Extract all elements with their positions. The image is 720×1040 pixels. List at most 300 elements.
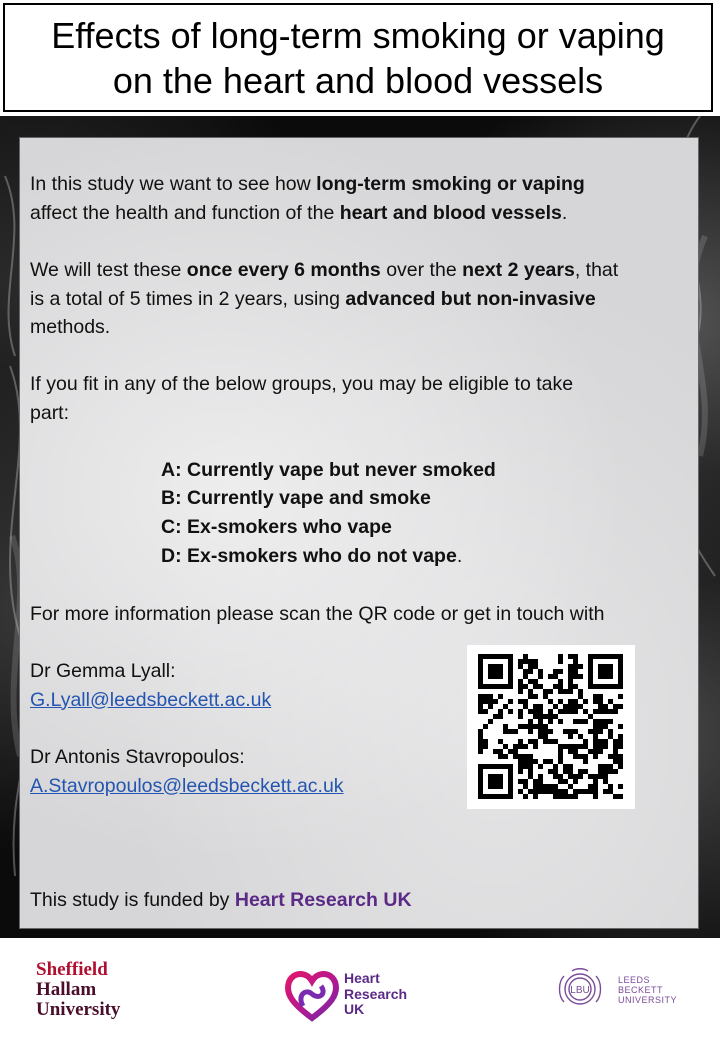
qr-module: [603, 704, 608, 709]
qr-module: [553, 769, 558, 774]
qr-module: [553, 674, 558, 679]
qr-module: [558, 709, 563, 714]
qr-module: [518, 754, 523, 759]
qr-module: [583, 759, 588, 764]
qr-module: [573, 744, 578, 749]
qr-module: [568, 749, 573, 754]
qr-module: [478, 739, 483, 744]
qr-module: [618, 759, 623, 764]
qr-module: [528, 769, 533, 774]
qr-module: [598, 729, 603, 734]
qr-module: [568, 744, 573, 749]
qr-module: [588, 714, 593, 719]
contact-2: [30, 743, 344, 800]
qr-module: [533, 739, 538, 744]
group-item-c: C: Ex-smokers who vape: [161, 516, 392, 538]
qr-module: [518, 769, 523, 774]
qr-module: [553, 794, 558, 799]
qr-module: [498, 709, 503, 714]
qr-module: [593, 789, 598, 794]
qr-module: [558, 779, 563, 784]
qr-module: [563, 689, 568, 694]
qr-module: [613, 739, 618, 744]
qr-module: [608, 764, 613, 769]
qr-module: [573, 794, 578, 799]
qr-module: [483, 694, 488, 699]
qr-module: [523, 764, 528, 769]
qr-module: [523, 744, 528, 749]
qr-module: [608, 734, 613, 739]
qr-module: [563, 709, 568, 714]
qr-module: [533, 794, 538, 799]
qr-module: [573, 719, 578, 724]
qr-module: [518, 709, 523, 714]
hruk-logo-line-1: Heart: [344, 970, 380, 986]
qr-module: [608, 754, 613, 759]
qr-module: [583, 769, 588, 774]
lbu-logo-line-1: LEEDS: [618, 975, 651, 985]
qr-module: [578, 789, 583, 794]
qr-module: [598, 709, 603, 714]
qr-module: [598, 764, 603, 769]
intro-bold-1: long-term smoking or vaping: [316, 173, 585, 195]
qr-module: [553, 704, 558, 709]
qr-module: [603, 724, 608, 729]
qr-module: [558, 794, 563, 799]
more-info-text: For more information please scan the QR code or get in touch with: [30, 603, 605, 625]
qr-module: [593, 749, 598, 754]
qr-module: [543, 739, 548, 744]
qr-module: [568, 774, 573, 779]
qr-module: [548, 674, 553, 679]
qr-module: [598, 774, 603, 779]
qr-module: [523, 754, 528, 759]
qr-module: [603, 764, 608, 769]
qr-module: [618, 724, 623, 729]
qr-module: [538, 674, 543, 679]
qr-module: [498, 694, 503, 699]
qr-module: [528, 739, 533, 744]
qr-module: [568, 769, 573, 774]
qr-module: [503, 754, 508, 759]
footer-logos: [0, 938, 720, 1040]
qr-module: [568, 679, 573, 684]
qr-module: [593, 709, 598, 714]
contact-1-email-link[interactable]: G.Lyall@leedsbeckett.ac.uk: [30, 688, 272, 711]
qr-module: [608, 769, 613, 774]
qr-module: [488, 719, 493, 724]
qr-module: [538, 714, 543, 719]
qr-module: [573, 654, 578, 659]
qr-module: [568, 764, 573, 769]
qr-module: [558, 679, 563, 684]
qr-module: [558, 669, 563, 674]
qr-module: [578, 719, 583, 724]
hruk-logo-line-2: Research: [344, 985, 408, 1002]
qr-module: [558, 659, 563, 664]
qr-module: [568, 784, 573, 789]
qr-module: [518, 779, 523, 784]
intro-bold-2: heart and blood vessels: [339, 201, 562, 224]
qr-finder-pattern: [488, 774, 503, 789]
qr-module: [523, 674, 528, 679]
qr-module: [488, 694, 493, 699]
qr-module: [533, 704, 538, 709]
qr-module: [478, 694, 483, 699]
lbu-badge-text: LBU: [570, 985, 590, 996]
qr-module: [518, 699, 523, 704]
contact-2-name: Dr Antonis Stavropoulos:: [30, 746, 245, 768]
leeds-beckett-logo-text: [618, 975, 677, 1005]
qr-module: [518, 789, 523, 794]
qr-module: [563, 769, 568, 774]
testing-paragraph: [30, 256, 618, 342]
qr-module: [603, 739, 608, 744]
qr-module: [528, 679, 533, 684]
qr-module: [528, 789, 533, 794]
title-line-2: on the heart and blood vessels: [112, 59, 604, 101]
qr-module: [538, 704, 543, 709]
qr-module: [513, 754, 518, 759]
qr-module: [583, 754, 588, 759]
qr-module: [548, 689, 553, 694]
qr-module: [498, 749, 503, 754]
qr-module: [523, 784, 528, 789]
intro-text-2: affect the health and function of the: [30, 201, 340, 224]
qr-module: [498, 739, 503, 744]
qr-module: [518, 759, 523, 764]
qr-module: [563, 764, 568, 769]
qr-module: [538, 684, 543, 689]
intro-paragraph: [30, 170, 585, 227]
qr-module: [603, 744, 608, 749]
qr-module: [568, 669, 573, 674]
qr-module: [583, 789, 588, 794]
qr-module: [513, 749, 518, 754]
qr-module: [568, 689, 573, 694]
qr-module: [558, 684, 563, 689]
qr-module: [583, 719, 588, 724]
qr-module: [528, 759, 533, 764]
title-line-1: Effects of long-term smoking or vaping: [51, 14, 665, 56]
qr-module: [608, 789, 613, 794]
qr-module: [518, 744, 523, 749]
qr-module: [538, 709, 543, 714]
qr-module: [603, 719, 608, 724]
qr-module: [573, 669, 578, 674]
qr-module: [578, 734, 583, 739]
qr-module: [573, 789, 578, 794]
qr-module: [523, 759, 528, 764]
contact-1: [30, 657, 271, 714]
group-item-a: A: Currently vape but never smoked: [161, 459, 496, 481]
qr-module: [533, 784, 538, 789]
funding-pre: This study is funded by: [30, 889, 235, 911]
qr-module: [543, 789, 548, 794]
qr-module: [563, 744, 568, 749]
qr-module: [518, 664, 523, 669]
testing-text-4: is a total of 5 times in 2 years, using: [30, 287, 346, 310]
qr-module: [518, 689, 523, 694]
qr-module: [528, 709, 533, 714]
qr-module: [508, 699, 513, 704]
qr-module: [528, 659, 533, 664]
qr-module: [553, 764, 558, 769]
qr-module: [608, 729, 613, 734]
qr-module: [608, 719, 613, 724]
qr-module: [543, 694, 548, 699]
qr-module: [558, 789, 563, 794]
qr-module: [518, 739, 523, 744]
qr-module: [553, 739, 558, 744]
qr-module: [578, 689, 583, 694]
contact-1-name: Dr Gemma Lyall:: [30, 660, 176, 682]
qr-module: [568, 699, 573, 704]
qr-module: [518, 764, 523, 769]
qr-module: [543, 734, 548, 739]
qr-module: [508, 729, 513, 734]
qr-module: [518, 679, 523, 684]
qr-module: [543, 784, 548, 789]
qr-module: [573, 664, 578, 669]
qr-module: [603, 774, 608, 779]
testing-text-1: We will test these: [30, 259, 187, 281]
qr-module: [523, 794, 528, 799]
qr-module: [598, 694, 603, 699]
qr-module: [478, 744, 483, 749]
heart-research-uk-heart-icon: [283, 966, 341, 1024]
qr-module: [568, 734, 573, 739]
qr-module: [478, 704, 483, 709]
group-item-d-end: .: [456, 545, 463, 567]
qr-code[interactable]: [467, 645, 635, 809]
qr-module: [483, 724, 488, 729]
qr-module: [593, 744, 598, 749]
heart-research-uk-logo-text: [344, 971, 407, 1018]
qr-module: [538, 779, 543, 784]
qr-module: [493, 699, 498, 704]
qr-module: [548, 739, 553, 744]
shu-logo-line-1: Sheffield: [36, 959, 108, 980]
qr-module: [588, 774, 593, 779]
testing-bold-2: next 2 years: [462, 259, 575, 281]
qr-module: [578, 774, 583, 779]
qr-module: [523, 699, 528, 704]
qr-module: [548, 759, 553, 764]
qr-module: [523, 654, 528, 659]
qr-module: [573, 674, 578, 679]
qr-module: [533, 709, 538, 714]
qr-module: [548, 719, 553, 724]
qr-module: [528, 764, 533, 769]
qr-module: [568, 709, 573, 714]
qr-module: [523, 779, 528, 784]
qr-module: [593, 784, 598, 789]
qr-module: [538, 729, 543, 734]
qr-module: [593, 794, 598, 799]
content-panel: [19, 137, 699, 929]
qr-module: [598, 749, 603, 754]
qr-module: [533, 789, 538, 794]
testing-bold-3: advanced but non-invasive: [345, 287, 596, 310]
qr-module: [593, 754, 598, 759]
qr-module: [608, 699, 613, 704]
qr-module: [598, 704, 603, 709]
qr-module: [548, 714, 553, 719]
qr-module: [488, 699, 493, 704]
qr-module: [528, 689, 533, 694]
qr-module: [558, 749, 563, 754]
qr-module: [548, 699, 553, 704]
qr-module: [588, 789, 593, 794]
qr-module: [603, 709, 608, 714]
qr-module: [493, 714, 498, 719]
qr-module: [573, 709, 578, 714]
qr-module: [593, 739, 598, 744]
qr-module: [593, 699, 598, 704]
qr-module: [543, 714, 548, 719]
testing-bold-1: once every 6 months: [186, 259, 381, 281]
qr-module: [483, 709, 488, 714]
qr-module: [573, 684, 578, 689]
qr-module: [618, 694, 623, 699]
qr-module: [593, 694, 598, 699]
qr-module: [608, 784, 613, 789]
qr-module: [588, 749, 593, 754]
shu-logo-line-3: University: [36, 999, 121, 1020]
qr-module: [613, 759, 618, 764]
qr-module: [528, 719, 533, 724]
eligibility-line-2: part:: [30, 401, 70, 424]
qr-module: [523, 684, 528, 689]
qr-module: [618, 794, 623, 799]
qr-module: [578, 704, 583, 709]
qr-module: [548, 784, 553, 789]
qr-module: [543, 729, 548, 734]
qr-module: [533, 744, 538, 749]
group-item-d-text: D: Ex-smokers who do not vape: [161, 545, 457, 567]
qr-module: [618, 784, 623, 789]
qr-module: [533, 684, 538, 689]
qr-module: [503, 729, 508, 734]
qr-module: [528, 754, 533, 759]
qr-module: [523, 724, 528, 729]
qr-module: [548, 709, 553, 714]
qr-module: [538, 784, 543, 789]
qr-module: [523, 669, 528, 674]
qr-code-graphic: [467, 645, 635, 809]
qr-module: [538, 789, 543, 794]
contact-2-email-link[interactable]: A.Stavropoulos@leedsbeckett.ac.uk: [30, 774, 344, 797]
sheffield-hallam-logo: [36, 960, 120, 1020]
qr-module: [558, 654, 563, 659]
qr-module: [563, 789, 568, 794]
qr-module: [528, 694, 533, 699]
qr-module: [483, 739, 488, 744]
funder-name: Heart Research UK: [234, 889, 412, 911]
lbu-logo-line-3: UNIVERSITY: [618, 995, 678, 1005]
qr-module: [543, 689, 548, 694]
qr-module: [568, 794, 573, 799]
qr-module: [538, 764, 543, 769]
qr-module: [553, 774, 558, 779]
qr-module: [498, 754, 503, 759]
qr-module: [603, 789, 608, 794]
qr-module: [593, 719, 598, 724]
qr-module: [538, 734, 543, 739]
group-item-b: B: Currently vape and smoke: [161, 487, 431, 509]
qr-module: [543, 759, 548, 764]
qr-module: [618, 704, 623, 709]
qr-module: [488, 704, 493, 709]
qr-module: [553, 669, 558, 674]
qr-module: [548, 729, 553, 734]
qr-module: [578, 754, 583, 759]
qr-module: [573, 659, 578, 664]
qr-module: [518, 659, 523, 664]
qr-module: [603, 769, 608, 774]
qr-module: [598, 724, 603, 729]
qr-module: [528, 724, 533, 729]
qr-module: [593, 774, 598, 779]
qr-module: [533, 759, 538, 764]
qr-module: [583, 709, 588, 714]
eligibility-paragraph: [30, 370, 573, 427]
qr-module: [538, 719, 543, 724]
qr-module: [563, 729, 568, 734]
qr-module: [588, 729, 593, 734]
qr-module: [563, 794, 568, 799]
qr-module: [538, 724, 543, 729]
qr-module: [543, 724, 548, 729]
qr-module: [608, 709, 613, 714]
qr-module: [573, 729, 578, 734]
qr-module: [598, 719, 603, 724]
qr-finder-pattern: [598, 664, 613, 679]
qr-finder-pattern: [488, 664, 503, 679]
qr-module: [533, 694, 538, 699]
qr-module: [478, 749, 483, 754]
group-item-d: [161, 542, 462, 570]
qr-module: [503, 744, 508, 749]
qr-module: [568, 729, 573, 734]
qr-module: [533, 779, 538, 784]
qr-module: [508, 749, 513, 754]
qr-module: [578, 664, 583, 669]
qr-module: [593, 724, 598, 729]
qr-module: [618, 764, 623, 769]
qr-module: [568, 664, 573, 669]
qr-module: [618, 739, 623, 744]
lbu-logo-line-2: BECKETT: [618, 985, 664, 995]
intro-text-1: In this study we want to see how: [30, 173, 317, 195]
qr-module: [528, 774, 533, 779]
qr-module: [493, 749, 498, 754]
qr-module: [528, 729, 533, 734]
qr-module: [593, 734, 598, 739]
qr-module: [483, 744, 488, 749]
intro-end: .: [561, 201, 568, 224]
page-title: [51, 13, 665, 103]
testing-text-3: , that: [574, 259, 619, 281]
leeds-beckett-crest-icon: [550, 966, 610, 1012]
qr-module: [538, 774, 543, 779]
qr-module: [513, 729, 518, 734]
qr-module: [528, 664, 533, 669]
qr-module: [553, 684, 558, 689]
qr-module: [523, 659, 528, 664]
qr-module: [568, 684, 573, 689]
